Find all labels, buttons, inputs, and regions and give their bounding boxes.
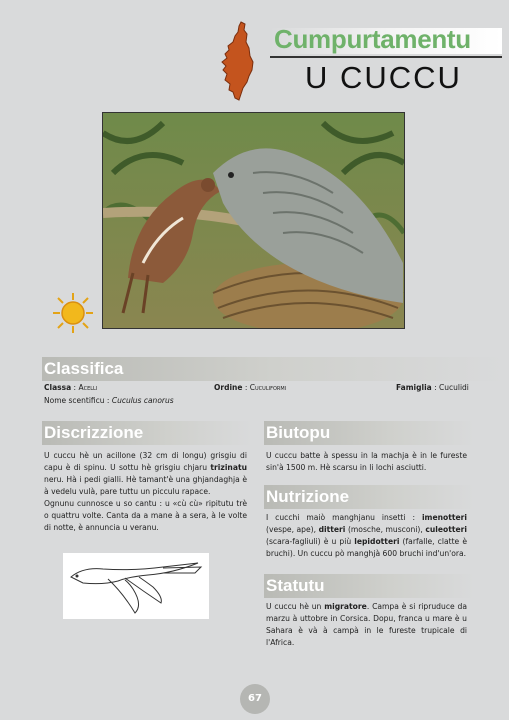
- biotopu-text: U cuccu batte à spessu in la machja è in le fureste sin'à 1500 m. Hè scarsu in li lochi asciutti.: [266, 451, 467, 472]
- nutrizione-heading: Nutrizione: [264, 485, 474, 509]
- ordine-label: Ordine: [214, 383, 243, 392]
- ordine-row: Ordine : Cuculiformi: [214, 383, 287, 392]
- nutrizione-text: I cucchi maiò manghjanu insetti : imenotteri (vespe, ape), ditteri (mosche, musconi), culeotteri (scara-fagliuli) è u più lepidotteri (farfalle, clatte è bruchi). Un cuccu pò manghjà 600 bruchi ind'un'ora.: [266, 513, 467, 558]
- famiglia-row: Famiglia : Cuculidi: [396, 383, 469, 392]
- header-rule: [270, 56, 502, 58]
- classa-label: Classa: [44, 383, 72, 392]
- cuckoo-feeding-chick-illustration: [102, 112, 405, 329]
- nome-value: Cuculus canorus: [111, 396, 174, 405]
- corsica-map-icon: [219, 20, 261, 102]
- classa-row: Classa : Acelli: [44, 383, 98, 392]
- nome-row: Nome scentificu : Cuculus canorus: [44, 396, 174, 405]
- classa-value: Acelli: [78, 383, 98, 392]
- page-title: U CUCCU: [305, 60, 462, 95]
- page-number: 67: [240, 684, 270, 714]
- discrizzione-heading: Discrizzione: [42, 421, 252, 445]
- discrizzione-text: U cuccu hè un acillone (32 cm di longu) grisgiu di capu è di spinu. U sottu hè grisgiu chjaru trizinatu neru. Hà i pedi gialli. Hè tamant'è una ghjandaghja è à vedelu vulà, pare tuttu un picculu rapace. Ognunu cunnosce u so cantu : u «cù cù» ripitutu trè o quattru volte. Canta da a mane à a sera, à le volte di notte, è annuncia u veranu.: [44, 451, 247, 532]
- nome-label: Nome scentificu: [44, 396, 105, 405]
- biotopu-heading: Biutopu: [264, 421, 474, 445]
- famiglia-label: Famiglia: [396, 383, 432, 392]
- cuckoo-flight-silhouette-icon: [63, 553, 209, 619]
- classifica-heading: Classifica: [42, 357, 504, 381]
- sun-icon: [52, 292, 94, 334]
- ordine-value: Cuculiformi: [249, 383, 287, 392]
- statutu-text: U cuccu hè un migratore. Campa è si ripruduce da marzu à uttobre in Corsica. Dopu, franca u mare è u Sahara è và à campà in le fureste trupicale di l'Africa.: [266, 602, 467, 647]
- famiglia-value: Cuculidi: [439, 383, 469, 392]
- statutu-heading: Statutu: [264, 574, 474, 598]
- section-supertitle: Cumpurtamentu: [274, 24, 471, 54]
